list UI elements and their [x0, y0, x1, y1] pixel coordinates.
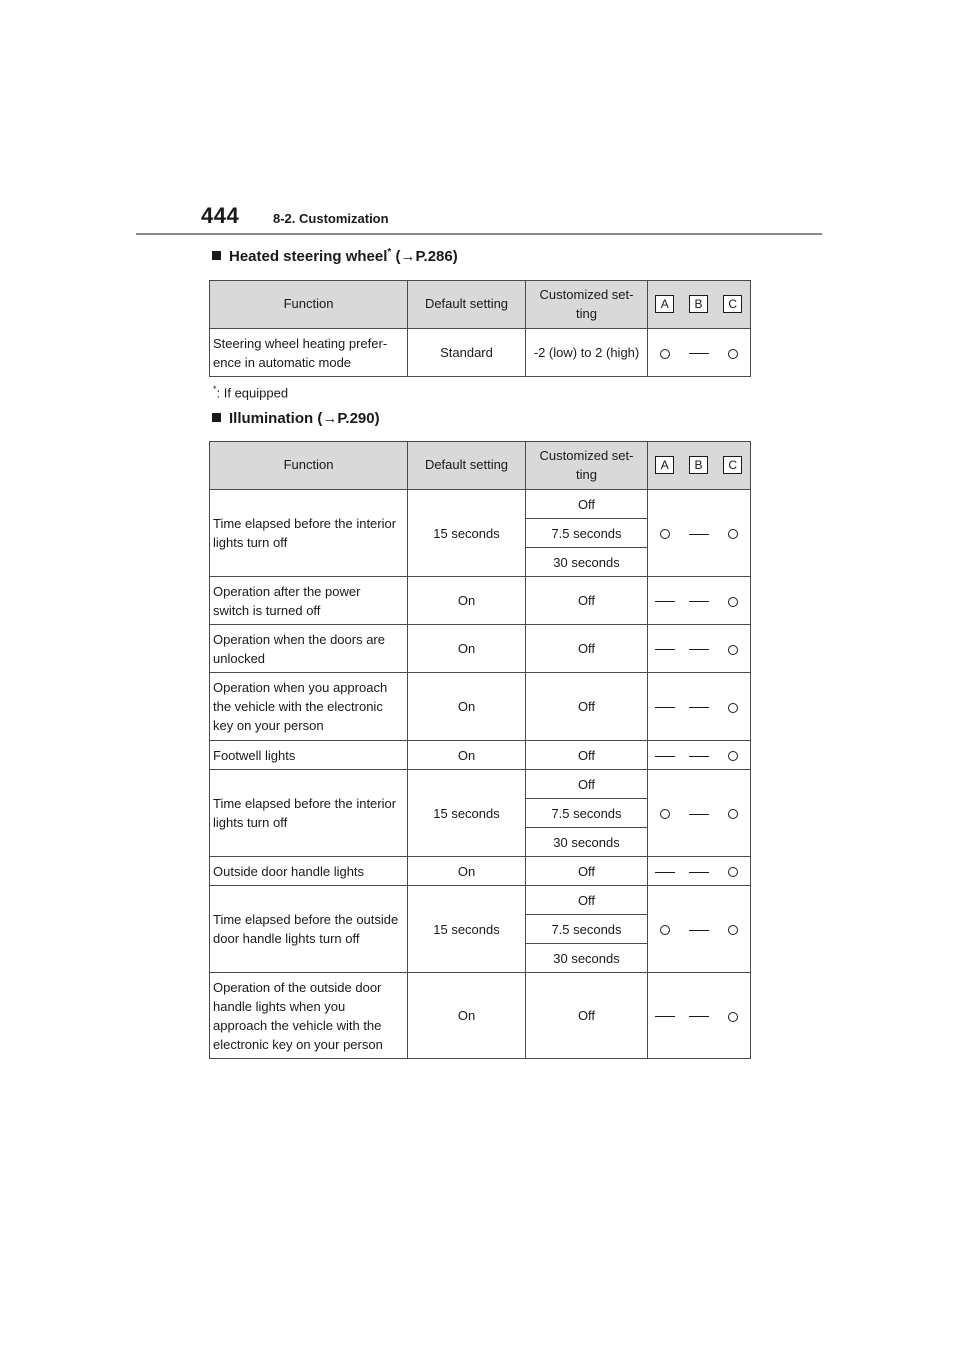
mark-b [682, 625, 716, 673]
mark-c [716, 973, 751, 1059]
circle-icon [728, 809, 738, 819]
mark-c [716, 490, 751, 577]
default-cell: 15 seconds [408, 770, 526, 857]
function-cell: Time elapsed before the interior lights turn off [210, 770, 408, 857]
default-cell: On [408, 741, 526, 770]
custom-cell: Off [526, 673, 648, 741]
page-ref-link[interactable]: P.290 [337, 410, 375, 427]
table-row [210, 577, 751, 625]
mark-b [682, 741, 716, 770]
mark-a [648, 770, 682, 857]
header-rule [136, 233, 822, 235]
default-cell: 15 seconds [408, 490, 526, 577]
table-row [210, 490, 751, 519]
table-header-row [210, 281, 751, 329]
col-c: C [716, 442, 751, 490]
asterisk-mark: * [387, 247, 392, 258]
custom-cell: Off [526, 886, 648, 915]
heated-title: Heated steering wheel [229, 248, 388, 265]
chapter-title: 8-2. Customization [273, 211, 389, 226]
circle-icon [728, 751, 738, 761]
custom-cell: 7.5 seconds [526, 799, 648, 828]
col-default: Default setting [408, 281, 526, 329]
table-row [210, 973, 751, 1059]
dash-icon [689, 649, 709, 650]
mark-c [716, 741, 751, 770]
table-header-row [210, 442, 751, 490]
default-cell: On [408, 973, 526, 1059]
dash-icon [689, 534, 709, 535]
function-cell: Operation after the power switch is turned off [210, 577, 408, 625]
col-custom: Customized set- ting [526, 281, 648, 329]
default-cell: On [408, 625, 526, 673]
mark-c [716, 770, 751, 857]
illumination-heading: Illumination (→P.290) [212, 410, 380, 427]
custom-cell: Off [526, 490, 648, 519]
dash-icon [689, 930, 709, 931]
mark-c [716, 577, 751, 625]
mark-a [648, 490, 682, 577]
mark-b [682, 770, 716, 857]
mark-b [682, 886, 716, 973]
circle-icon [660, 925, 670, 935]
custom-cell: 30 seconds [526, 944, 648, 973]
mark-a [648, 857, 682, 886]
mark-a [648, 741, 682, 770]
square-bullet-icon [212, 251, 221, 260]
col-default: Default setting [408, 442, 526, 490]
default-cell: Standard [408, 329, 526, 377]
dash-icon [655, 649, 675, 650]
table-row [210, 329, 751, 377]
circle-icon [728, 867, 738, 877]
mark-c [716, 625, 751, 673]
dash-icon [655, 601, 675, 602]
circle-icon [728, 1012, 738, 1022]
dash-icon [655, 707, 675, 708]
mark-a [648, 625, 682, 673]
custom-cell: Off [526, 973, 648, 1059]
table-row [210, 625, 751, 673]
mark-b [682, 490, 716, 577]
page-header [201, 203, 821, 233]
table-row [210, 770, 751, 799]
default-cell: On [408, 673, 526, 741]
custom-cell: Off [526, 625, 648, 673]
function-cell: Operation when you approach the vehicle with the electronic key on your person [210, 673, 408, 741]
circle-icon [728, 703, 738, 713]
mark-a [648, 973, 682, 1059]
function-cell: Time elapsed before the interior lights turn off [210, 490, 408, 577]
dash-icon [689, 353, 709, 354]
mark-a [648, 329, 682, 377]
circle-icon [660, 529, 670, 539]
table-row [210, 673, 751, 741]
function-cell: Steering wheel heating prefer- ence in automatic mode [210, 329, 408, 377]
col-b: B [682, 281, 716, 329]
default-cell: On [408, 857, 526, 886]
function-cell: Footwell lights [210, 741, 408, 770]
heated-steering-table [209, 280, 751, 377]
custom-cell: 7.5 seconds [526, 915, 648, 944]
circle-icon [660, 349, 670, 359]
illumination-table [209, 441, 751, 1059]
custom-cell: 30 seconds [526, 548, 648, 577]
arrow-icon: → [400, 248, 416, 265]
heated-steering-heading: Heated steering wheel* (→P.286) [212, 247, 458, 265]
footnote: *: If equipped [213, 384, 289, 401]
dash-icon [689, 1016, 709, 1017]
mark-a [648, 577, 682, 625]
col-function: Function [210, 442, 408, 490]
illumination-title: Illumination [229, 410, 314, 427]
circle-icon [728, 349, 738, 359]
table-row [210, 886, 751, 915]
mark-c [716, 673, 751, 741]
function-cell: Time elapsed before the outside door handle lights turn off [210, 886, 408, 973]
mark-a [648, 673, 682, 741]
mark-b [682, 329, 716, 377]
mark-c [716, 329, 751, 377]
mark-b [682, 973, 716, 1059]
custom-cell: -2 (low) to 2 (high) [526, 329, 648, 377]
default-cell: 15 seconds [408, 886, 526, 973]
col-function: Function [210, 281, 408, 329]
circle-icon [728, 597, 738, 607]
page-number: 444 [201, 203, 240, 228]
custom-cell: Off [526, 770, 648, 799]
custom-cell: Off [526, 857, 648, 886]
dash-icon [689, 756, 709, 757]
circle-icon [728, 645, 738, 655]
custom-cell: Off [526, 577, 648, 625]
col-a: A [648, 442, 682, 490]
function-cell: Operation when the doors are unlocked [210, 625, 408, 673]
table-row [210, 741, 751, 770]
col-c: C [716, 281, 751, 329]
mark-b [682, 577, 716, 625]
function-cell: Operation of the outside door handle lights when you approach the vehicle with the electronic key on your person [210, 973, 408, 1059]
mark-b [682, 673, 716, 741]
dash-icon [655, 1016, 675, 1017]
dash-icon [689, 707, 709, 708]
square-bullet-icon [212, 413, 221, 422]
col-b: B [682, 442, 716, 490]
table-row [210, 857, 751, 886]
dash-icon [655, 756, 675, 757]
arrow-icon: → [322, 410, 338, 427]
custom-cell: 30 seconds [526, 828, 648, 857]
dash-icon [655, 872, 675, 873]
custom-cell: Off [526, 741, 648, 770]
col-custom: Customized set- ting [526, 442, 648, 490]
mark-c [716, 857, 751, 886]
custom-cell: 7.5 seconds [526, 519, 648, 548]
circle-icon [728, 529, 738, 539]
function-cell: Outside door handle lights [210, 857, 408, 886]
dash-icon [689, 872, 709, 873]
circle-icon [728, 925, 738, 935]
default-cell: On [408, 577, 526, 625]
circle-icon [660, 809, 670, 819]
dash-icon [689, 601, 709, 602]
col-a: A [648, 281, 682, 329]
mark-b [682, 857, 716, 886]
dash-icon [689, 814, 709, 815]
mark-a [648, 886, 682, 973]
mark-c [716, 886, 751, 973]
page-ref-link[interactable]: P.286 [415, 248, 453, 265]
